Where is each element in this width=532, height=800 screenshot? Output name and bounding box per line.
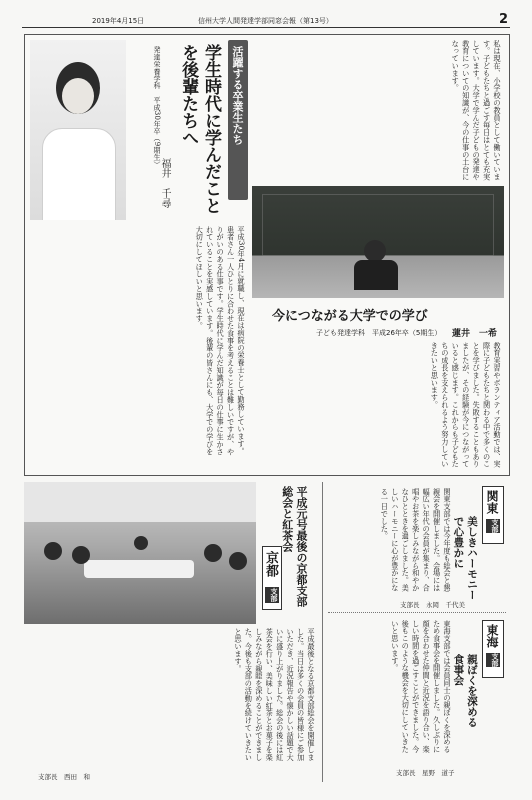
article1-person-face	[62, 78, 94, 114]
page-number: 2	[498, 12, 508, 27]
article2-person-body	[354, 260, 398, 290]
tokai-branch-badge: 支部	[486, 653, 500, 667]
article2-dept-year: 子ども発達学科 平成26年卒（5期生）	[316, 329, 442, 337]
article1-photo	[30, 40, 126, 220]
tokai-title: 親ぼくを深める食事会	[452, 654, 478, 728]
issue-date: 2019年4月15日	[92, 17, 145, 25]
tokai-region-name: 東海	[485, 624, 499, 648]
publication-title: 信州大学人間発達学部同窓会報（第13号）	[198, 17, 333, 25]
kanto-region-tag	[482, 486, 504, 544]
kyoto-region-name: 京都	[263, 551, 278, 577]
kyoto-person-1	[44, 542, 62, 560]
column-divider	[322, 482, 323, 782]
kyoto-photo	[24, 482, 256, 624]
kyoto-signature: 支部長 西田 和	[38, 773, 90, 781]
tokai-body: 東海支部では会員同士の親ぼくを深めるため食事会を開催しました。久しぶりに顔を合わせた仲間と近況を語り合い、楽しい時間を過ごすことができました。今後もこのような機会を大切にしていきたいと思います。	[390, 620, 452, 754]
article1-body: 平成30年4月に就職し、現在は病院の栄養士として勤務しています。患者さん一人ひとりに合わせた食事を考えることは難しいですが、やりがいのある仕事です。学生時代に学んだ知識が毎日の仕事に生かされていることを実感しています。後輩の皆さんにも、大学での学びを大切にしてほしいと思います。	[195, 226, 246, 456]
kyoto-person-5	[134, 536, 148, 550]
kyoto-person-2	[72, 546, 90, 564]
kyoto-title: 平成元号最後の京都支部総会と紅茶会	[280, 486, 308, 607]
kanto-branch-badge: 支部	[486, 519, 500, 533]
kanto-title: 美しきハーモニーで心豊かに	[452, 516, 478, 600]
article2-body-lower: 教育実習やボランティア活動では、実際に子どもたちと関わる中で多くのことを学びました。失敗することもありましたが、その経験が今につながっていると感じます。これからも子どもたちの成長を支えられるよう努力していきたいと思います。	[430, 342, 502, 468]
article1-person-coat	[42, 128, 116, 220]
article2-title: 今につながる大学での学び	[272, 309, 428, 324]
kyoto-person-3	[204, 544, 222, 562]
kyoto-branch-badge: 支部	[265, 587, 279, 603]
kyoto-body: 平成最後となる京都支部総会を開催しました。当日は多くの会員の皆様にご参加いただき、近況報告や懐かしい話題で大いに盛り上がりました。総会の後には紅茶会を行い、美味しい紅茶とお菓子を楽しみながら親睦を深めることができました。今後も支部の活動を続けていきたいと思います。	[233, 628, 316, 762]
kanto-tokai-divider	[328, 612, 506, 613]
tokai-signature: 支部長 星野 道子	[396, 769, 455, 777]
article2-author: 蓮井 一希	[452, 329, 498, 339]
kyoto-region-tag	[262, 546, 282, 610]
kyoto-photo-window	[24, 482, 256, 522]
article1-author: 福井 千尋	[159, 158, 170, 208]
feature-banner	[228, 40, 248, 200]
article2-photo	[252, 186, 504, 298]
kanto-signature: 支部長 永岡 千代美	[400, 601, 465, 609]
header-rule	[22, 27, 510, 28]
kanto-region-name: 関東	[485, 490, 499, 514]
kyoto-person-4	[229, 552, 247, 570]
article1-dept-year: 発達栄養学科 平成30年卒（9期生）	[153, 46, 161, 168]
article2-person-head	[364, 240, 386, 262]
article1-title: 学生時代に学んだことを後輩たちへ	[178, 44, 221, 214]
kanto-body: 関東支部では今年度も総会と懇親会を開催しました。会場には幅広い年代の会員が集まり、合唱やお茶を楽しみながら和やかなひとときを過ごしました。美しいハーモニーに心が豊かになる一日でした。	[380, 488, 452, 592]
feature-banner-text: 活躍する卒業生たち	[231, 46, 244, 145]
article2-body-upper: 私は現在、小学校の教員として働いています。子どもたちと過ごす毎日はとても充実しています。大学で学んだ子どもの発達や教育についての知識が、今の仕事の土台になっています。	[451, 40, 502, 181]
kyoto-photo-table	[84, 560, 194, 578]
tokai-region-tag	[482, 620, 504, 678]
